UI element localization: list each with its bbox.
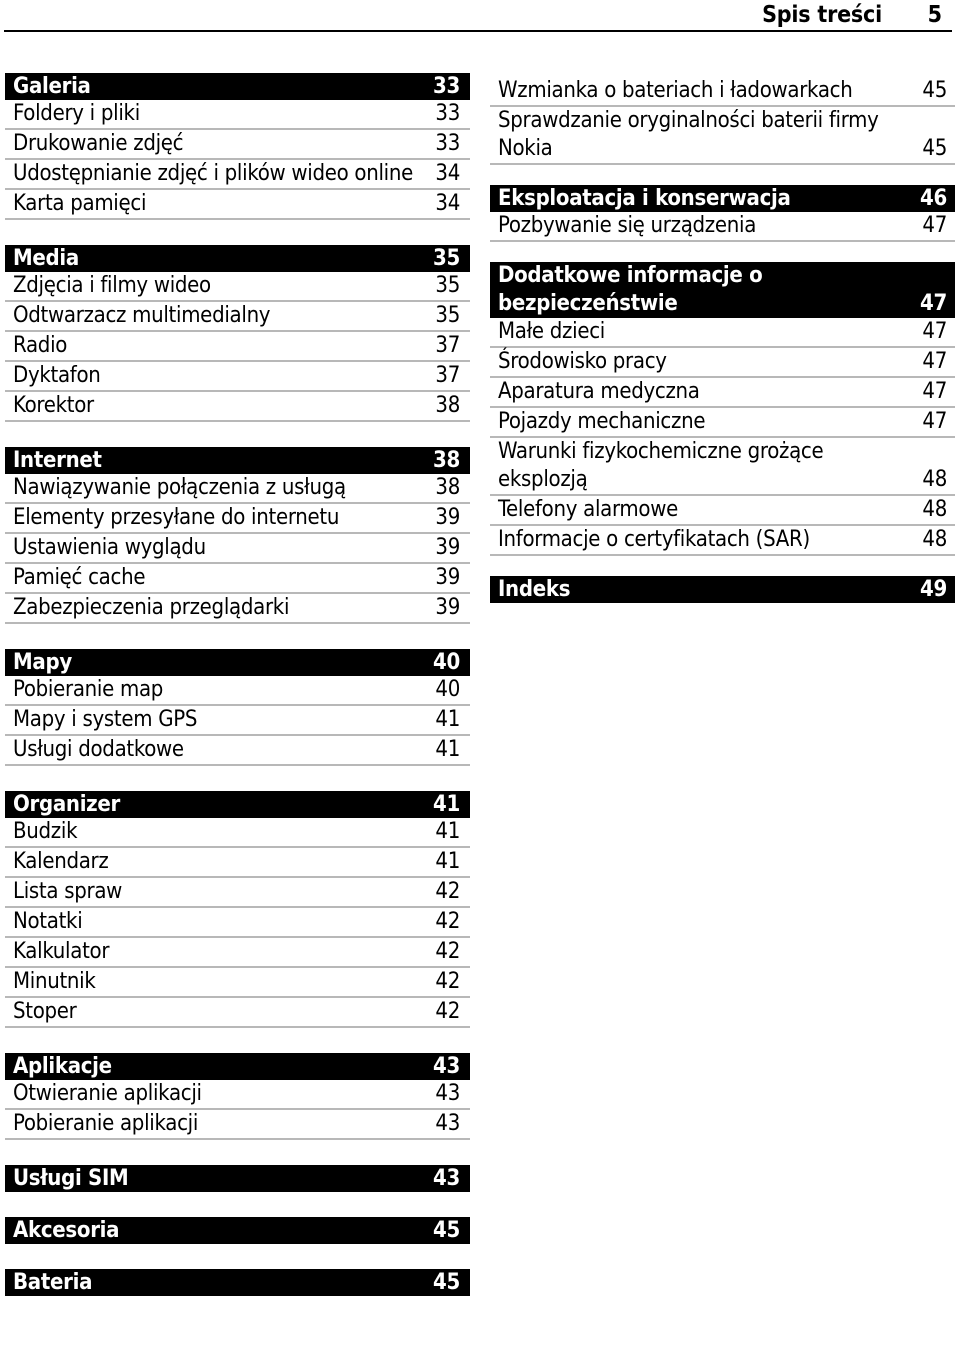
section-page-number: 45 — [433, 1218, 460, 1243]
section-heading[interactable] — [5, 1053, 470, 1080]
entry-title: Radio — [13, 333, 68, 358]
toc-entry[interactable] — [490, 526, 955, 556]
section-heading[interactable] — [5, 1217, 470, 1244]
entry-page-number: 42 — [435, 969, 460, 994]
toc-entry[interactable] — [490, 408, 955, 438]
entry-page-number: 45 — [922, 78, 947, 103]
section-heading[interactable] — [490, 185, 955, 212]
toc-entry[interactable] — [5, 100, 470, 130]
toc-entry[interactable] — [5, 676, 470, 706]
entry-title: Środowisko pracy — [498, 349, 667, 374]
section-title: Mapy — [13, 650, 72, 675]
header-title: Spis treści — [762, 2, 882, 28]
entry-page-number: 43 — [435, 1111, 460, 1136]
toc-section — [5, 1053, 470, 1140]
section-title: Internet — [13, 448, 102, 473]
section-title: Media — [13, 246, 79, 271]
entry-page-number: 34 — [435, 161, 460, 186]
entry-page-number: 34 — [435, 191, 460, 216]
toc-section — [5, 1217, 470, 1244]
toc-entry[interactable] — [5, 474, 470, 504]
toc-section — [490, 576, 955, 603]
entry-title: Usługi dodatkowe — [13, 737, 184, 762]
section-title: Aplikacje — [13, 1054, 112, 1079]
section-title: Dodatkowe informacje o bezpieczeństwie — [498, 263, 763, 316]
entry-page-number: 41 — [435, 849, 460, 874]
entry-page-number: 37 — [435, 333, 460, 358]
toc-entry[interactable] — [5, 908, 470, 938]
entry-page-number: 42 — [435, 939, 460, 964]
toc-section — [5, 245, 470, 422]
toc-entry[interactable] — [490, 438, 955, 496]
entry-title: Pobieranie aplikacji — [13, 1111, 199, 1136]
entry-title: Korektor — [13, 393, 94, 418]
toc-entry[interactable] — [5, 160, 470, 190]
toc-section — [5, 649, 470, 766]
toc-section — [5, 447, 470, 624]
entry-title: Pobieranie map — [13, 677, 164, 702]
entry-page-number: 43 — [435, 1081, 460, 1106]
section-page-number: 38 — [433, 448, 460, 473]
entry-title: Lista spraw — [13, 879, 123, 904]
entry-page-number: 42 — [435, 999, 460, 1024]
entry-page-number: 41 — [435, 737, 460, 762]
section-heading[interactable] — [5, 791, 470, 818]
entry-title: Małe dzieci — [498, 319, 606, 344]
entry-title: Notatki — [13, 909, 83, 934]
toc-section — [490, 185, 955, 242]
entry-page-number: 47 — [922, 349, 947, 374]
entry-title: Wzmianka o bateriach i ładowarkach — [498, 78, 853, 103]
entry-title: Telefony alarmowe — [498, 497, 678, 522]
entry-title: Otwieranie aplikacji — [13, 1081, 202, 1106]
toc-entry[interactable] — [5, 1080, 470, 1110]
toc-entry[interactable] — [5, 1110, 470, 1140]
toc-entry[interactable] — [5, 130, 470, 160]
entry-page-number: 39 — [435, 535, 460, 560]
entry-page-number: 33 — [435, 131, 460, 156]
entry-page-number: 47 — [922, 379, 947, 404]
entry-page-number: 35 — [435, 303, 460, 328]
toc-entry[interactable] — [5, 504, 470, 534]
toc-entry[interactable] — [5, 594, 470, 624]
entry-title: Pamięć cache — [13, 565, 146, 590]
entry-page-number: 38 — [435, 393, 460, 418]
entry-title: Nawiązywanie połączenia z usługą — [13, 475, 346, 500]
entry-page-number: 41 — [435, 707, 460, 732]
toc-entry[interactable] — [5, 968, 470, 998]
entry-page-number: 47 — [922, 319, 947, 344]
toc-section — [5, 73, 470, 220]
toc-entry[interactable] — [5, 362, 470, 392]
entry-page-number: 35 — [435, 273, 460, 298]
section-heading[interactable] — [490, 262, 955, 318]
entry-page-number: 48 — [922, 467, 947, 492]
section-title: Indeks — [498, 577, 571, 602]
entry-page-number: 48 — [922, 497, 947, 522]
toc-entry[interactable] — [5, 190, 470, 220]
toc-entry[interactable] — [5, 534, 470, 564]
toc-entry[interactable] — [5, 392, 470, 422]
toc-section — [5, 1269, 470, 1296]
toc-entry[interactable] — [5, 998, 470, 1028]
section-heading[interactable] — [5, 73, 470, 100]
section-page-number: 43 — [433, 1166, 460, 1191]
entry-title: Informacje o certyfikatach (SAR) — [498, 527, 810, 552]
entry-title: Zdjęcia i filmy wideo — [13, 273, 211, 298]
entry-title: Elementy przesyłane do internetu — [13, 505, 340, 530]
toc-entry[interactable] — [490, 212, 955, 242]
entry-title: Karta pamięci — [13, 191, 147, 216]
section-heading[interactable] — [5, 1165, 470, 1192]
entry-page-number: 42 — [435, 909, 460, 934]
section-title: Akcesoria — [13, 1218, 120, 1243]
entry-page-number: 39 — [435, 565, 460, 590]
toc-entry[interactable] — [490, 496, 955, 526]
page-header — [4, 0, 952, 32]
entry-page-number: 39 — [435, 595, 460, 620]
section-heading[interactable] — [490, 576, 955, 603]
entry-page-number: 47 — [922, 213, 947, 238]
entry-title: Kalkulator — [13, 939, 110, 964]
section-heading[interactable] — [5, 1269, 470, 1296]
entry-title: Udostępnianie zdjęć i plików wideo online — [13, 161, 413, 186]
entry-title: Pojazdy mechaniczne — [498, 409, 706, 434]
section-page-number: 49 — [920, 577, 947, 602]
entry-page-number: 37 — [435, 363, 460, 388]
entry-title: Pozbywanie się urządzenia — [498, 213, 757, 238]
entry-title: Stoper — [13, 999, 77, 1024]
entry-title: Warunki fizykochemiczne grożące eksplozją — [498, 439, 824, 492]
toc-right-column — [490, 77, 955, 623]
section-page-number: 47 — [920, 291, 947, 316]
entry-page-number: 47 — [922, 409, 947, 434]
entry-page-number: 33 — [435, 101, 460, 126]
entry-page-number: 45 — [922, 136, 947, 161]
toc-section — [5, 791, 470, 1028]
header-page-number: 5 — [927, 2, 942, 28]
section-page-number: 33 — [433, 74, 460, 99]
toc-entry[interactable] — [490, 77, 955, 107]
entry-title: Dyktafon — [13, 363, 101, 388]
toc-entry[interactable] — [5, 878, 470, 908]
toc-entry[interactable] — [5, 332, 470, 362]
entry-title: Aparatura medyczna — [498, 379, 700, 404]
section-heading[interactable] — [5, 649, 470, 676]
entry-title: Budzik — [13, 819, 78, 844]
entry-title: Minutnik — [13, 969, 96, 994]
toc-left-column — [5, 73, 470, 1321]
entry-title: Zabezpieczenia przeglądarki — [13, 595, 290, 620]
toc-entry[interactable] — [5, 706, 470, 736]
toc-section — [490, 262, 955, 556]
toc-section — [490, 77, 955, 165]
toc-entry[interactable] — [490, 107, 955, 165]
section-page-number: 45 — [433, 1270, 460, 1295]
entry-title: Mapy i system GPS — [13, 707, 198, 732]
toc-entry[interactable] — [5, 938, 470, 968]
section-title: Eksploatacja i konserwacja — [498, 186, 791, 211]
section-page-number: 41 — [433, 792, 460, 817]
entry-title: Odtwarzacz multimedialny — [13, 303, 271, 328]
entry-title: Sprawdzanie oryginalności baterii firmy Nokia — [498, 108, 879, 161]
section-heading[interactable] — [5, 245, 470, 272]
toc-entry[interactable] — [490, 378, 955, 408]
entry-title: Kalendarz — [13, 849, 109, 874]
section-page-number: 43 — [433, 1054, 460, 1079]
section-title: Organizer — [13, 792, 120, 817]
section-title: Galeria — [13, 74, 91, 99]
section-heading[interactable] — [5, 447, 470, 474]
section-page-number: 40 — [433, 650, 460, 675]
toc-entry[interactable] — [5, 736, 470, 766]
entry-page-number: 41 — [435, 819, 460, 844]
section-page-number: 35 — [433, 246, 460, 271]
toc-entry[interactable] — [5, 848, 470, 878]
toc-entry[interactable] — [5, 302, 470, 332]
entry-page-number: 39 — [435, 505, 460, 530]
entry-page-number: 38 — [435, 475, 460, 500]
toc-entry[interactable] — [5, 564, 470, 594]
toc-section — [5, 1165, 470, 1192]
entry-page-number: 48 — [922, 527, 947, 552]
section-title: Usługi SIM — [13, 1166, 129, 1191]
toc-entry[interactable] — [490, 318, 955, 348]
toc-entry[interactable] — [5, 818, 470, 848]
entry-title: Foldery i pliki — [13, 101, 140, 126]
section-page-number: 46 — [920, 186, 947, 211]
toc-entry[interactable] — [490, 348, 955, 378]
entry-page-number: 42 — [435, 879, 460, 904]
toc-entry[interactable] — [5, 272, 470, 302]
entry-title: Ustawienia wyglądu — [13, 535, 206, 560]
entry-title: Drukowanie zdjęć — [13, 131, 184, 156]
entry-page-number: 40 — [435, 677, 460, 702]
section-title: Bateria — [13, 1270, 93, 1295]
